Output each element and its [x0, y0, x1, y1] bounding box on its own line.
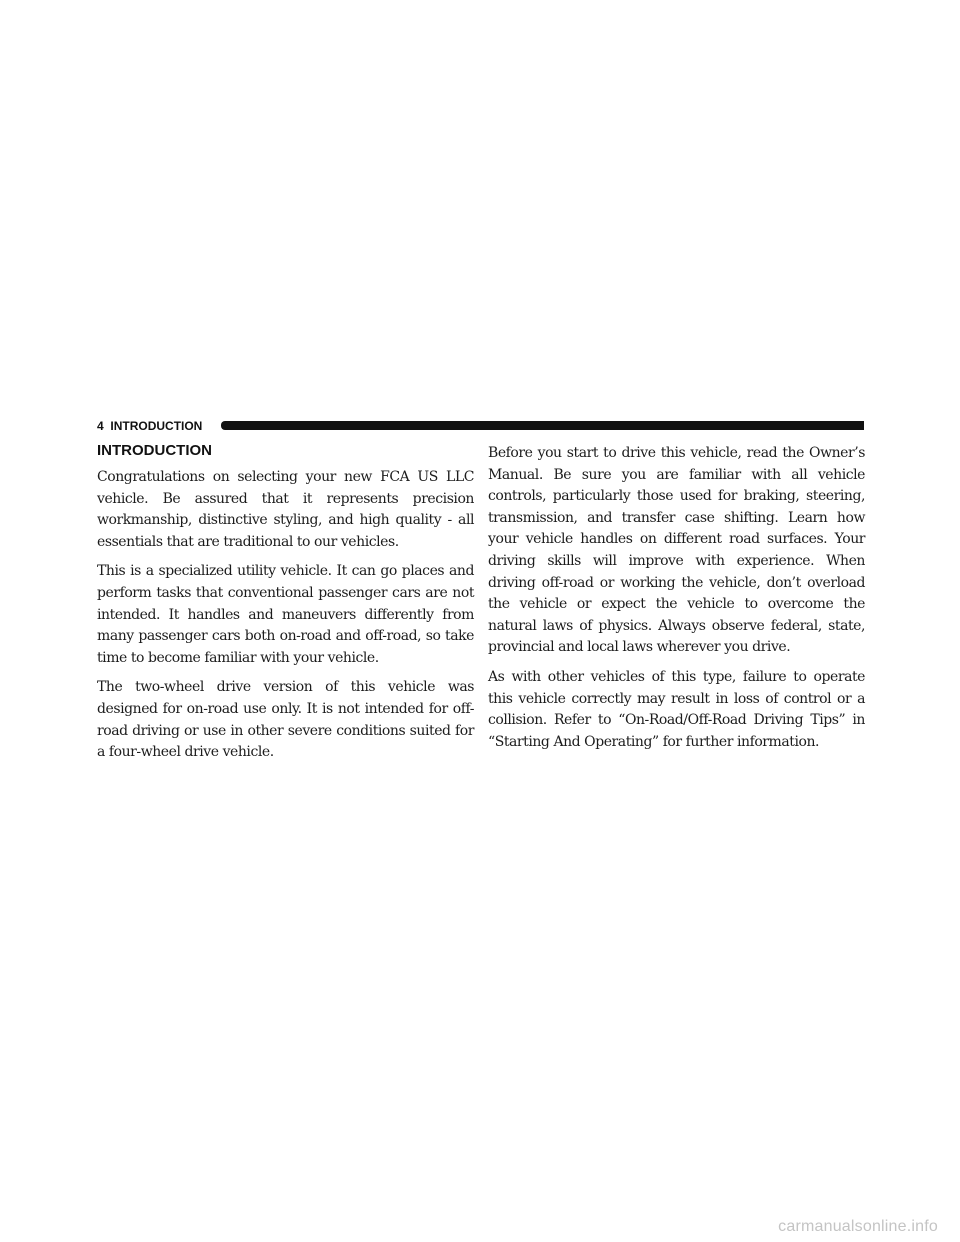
page-number: 4	[97, 419, 104, 433]
header-rule	[221, 421, 864, 430]
page-header	[97, 418, 864, 434]
header-section-title: INTRODUCTION	[110, 419, 203, 433]
right-column	[488, 443, 865, 761]
paragraph: This is a specialized utility vehicle. It can go places and perform tasks that conventional passenger cars are not intended. It handles and maneuvers differently from many passenger cars both on-road and off-road, so take time to become familiar with your vehicle.	[97, 563, 474, 666]
running-header	[97, 418, 202, 434]
section-title: INTRODUCTION	[97, 442, 212, 459]
paragraph: Congratulations on selecting your new FCA US LLC vehicle. Be assured that it represents precision workmanship, distinctive styling, and high quality - all essentials that are traditional to our vehicles.	[97, 469, 474, 550]
watermark: carmanualsonline.info	[778, 1218, 938, 1235]
left-column	[97, 467, 474, 772]
paragraph: As with other vehicles of this type, failure to operate this vehicle correctly may result in loss of control or a collision. Refer to “On-Road/Off-Road Driving Tips” in “Starting And Operating” for further information.	[488, 668, 865, 750]
paragraph: Before you start to drive this vehicle, read the Owner’s Manual. Be sure you are familiar with all vehicle controls, particularly those used for braking, steering, transmission, and transfer case shifting. Learn how your vehicle handles on different road surfaces. Your driving skills will improve with experience. When driving off-road or working the vehicle, don’t overload the vehicle or expect the vehicle to overcome the natural laws of physics. Always observe federal, state, provincial and local laws wherever you drive.	[488, 445, 865, 656]
paragraph: The two-wheel drive version of this vehicle was designed for on-road use only. It is not intended for off-road driving or use in other severe conditions suited for a four-wheel drive vehicle.	[97, 679, 474, 761]
